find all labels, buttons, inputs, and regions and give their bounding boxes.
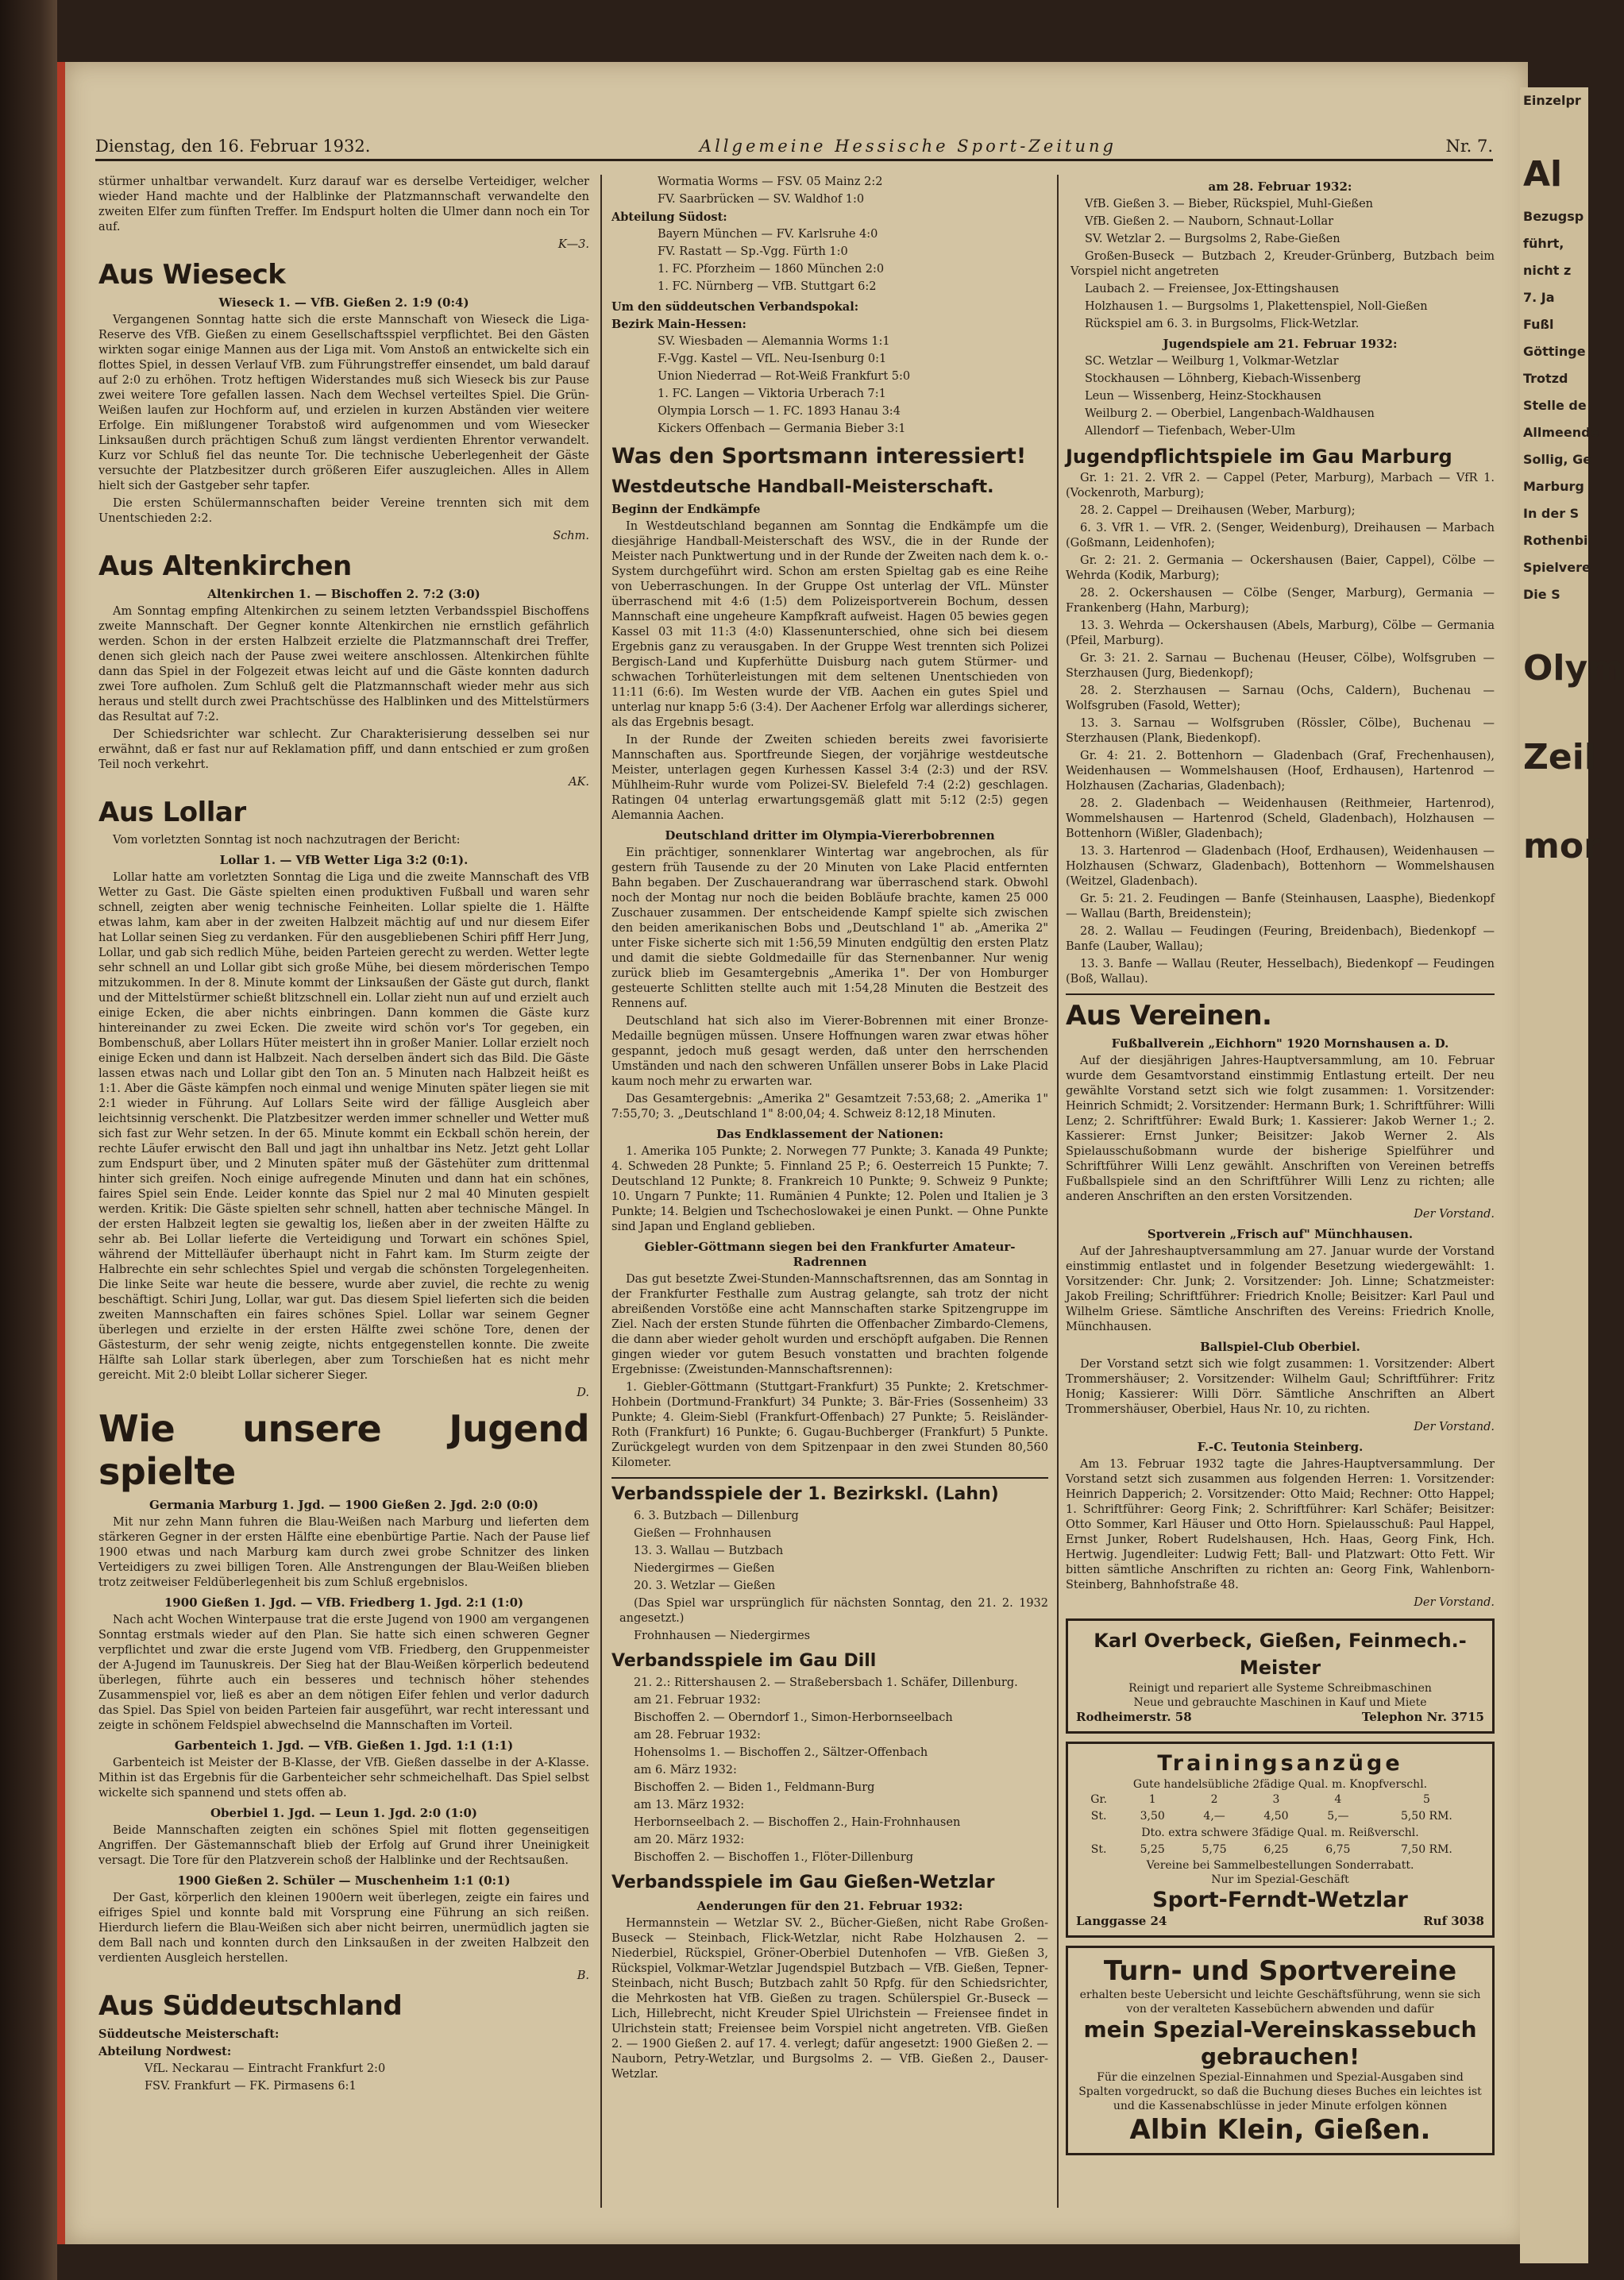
- ad-text: erhalten beste Uebersicht und leichte Geschäftsführung, wenn sie sich von der veralteten Kassebüchern abwenden und dafür: [1079, 1989, 1481, 2016]
- result-list: [611, 227, 1048, 295]
- article-text: Das gut besetzte Zwei-Stunden-Mannschaftsrennen, das am Sonntag in der Frankfurter Festhalle zum Austrag gelangte, sah trotz der nicht abreißenden Vorstöße eine acht Mannschaften starke Spitzengruppe im Ziel. Nach der ersten Stunde führten die Offenbacher Zimbardo-Clemens, die dann aber wieder geholt wurden und erschöpft aufgaben. Die Rennen gingen wieder vor gutem Besuch vonstatten und brachten folgende Ergebnisse: (Zweistunden-Mannschaftsrennen):: [611, 1273, 1048, 1376]
- fixture-line: 21. 2.: Rittershausen 2. — Straßebersbach 1. Schäfer, Dillenburg.: [634, 1676, 1018, 1689]
- fixture-line: Niedergirmes — Gießen: [634, 1562, 775, 1575]
- ad-phone: Telephon Nr. 3715: [1361, 1710, 1484, 1724]
- price-cell: 3,50: [1140, 1810, 1165, 1823]
- adjacent-page-fragment: Die S: [1523, 587, 1560, 602]
- ad-shop-name: Albin Klein, Gießen.: [1129, 2114, 1431, 2146]
- fixture-line: 6. 3. VfR 1. — VfR. 2. (Senger, Weidenburg), Dreihausen — Marbach (Goßmann, Leidenhofen);: [1066, 522, 1495, 550]
- result-line: Kickers Offenbach — Germania Bieber 3:1: [658, 422, 906, 435]
- signature: AK.: [569, 776, 589, 789]
- signature: B.: [577, 1969, 589, 1982]
- article-text: Der Gast, körperlich den kleinen 1900ern weit überlegen, zeigte ein faires und eifriges Spiel und konnte bald mit Vorsprung eine Führung an sich reißen. Hierdurch liefern die Blau-Weißen sich aber nicht beirren, unermüdlich jagten sie dem Ball nach und konnten durch den Linksaußen in der zweiten Halbzeit den verdienten Ausgleich herstellen.: [98, 1892, 589, 1965]
- article-text: Der Vorstand setzt sich wie folgt zusammen: 1. Vorsitzender: Albert Trommershäuser; 2. Vorsitzender: Wilhelm Gaul; Schriftführer: Fritz Honig; Kassierer: Willi Dörr. Sämtliche Anschriften an Albert Trommershäuser, Oberbiel, Haus Nr. 10, zu richten.: [1066, 1358, 1495, 1416]
- headline-giessen-wetzlar: Verbandsspiele im Gau Gießen-Wetzlar: [611, 1873, 995, 1892]
- match-title: 1900 Gießen 1. Jgd. — VfB. Friedberg 1. Jgd. 2:1 (1:0): [164, 1595, 524, 1610]
- signature: Der Vorstand.: [1414, 1208, 1495, 1221]
- fixture-line: SV. Wetzlar 2. — Burgsolms 2, Rabe-Gießen: [1085, 233, 1340, 245]
- match-title: Wieseck 1. — VfB. Gießen 2. 1:9 (0:4): [218, 295, 469, 310]
- ad-contact: [1076, 1914, 1484, 1929]
- fixture-line: Bischoffen 2. — Oberndorf 1., Simon-Herbornseelbach: [634, 1711, 953, 1724]
- fixture-line: am 20. März 1932:: [634, 1834, 745, 1846]
- result-line: 1. FC. Langen — Viktoria Urberach 7:1: [658, 388, 886, 400]
- result-line: F.-Vgg. Kastel — VfL. Neu-Isenburg 0:1: [658, 353, 887, 365]
- price-cell: 5,—: [1327, 1810, 1349, 1823]
- result-line: FV. Saarbrücken — SV. Waldhof 1:0: [658, 193, 865, 206]
- result-list: [611, 175, 1048, 207]
- ad-address: Rodheimerstr. 58: [1076, 1710, 1192, 1724]
- article-text: Nach acht Wochen Winterpause trat die erste Jugend von 1900 am vergangenen Sonntag erstmals wieder auf den Plan. Sie hatte sich einen schweren Gegner verpflichtet und zwar die erste Jugend vom VfB. Friedberg, den Gruppenmeister der A-Jugend im Taunuskreis. Der Sieg hat der Blau-Weißen körperlich bedeutend überlegen, führte auch ein besseres und technisch höher stehendes Zusammenspiel vor, ließ es aber an dem nötigen Eifer fehlen und verlor dadurch das Spiel. Das Spiel von beiden Parteien fair ausgeführt, war recht interessant und zeigte in schönem Feldspiel abwechselnd die Mannschaften im Vorteil.: [98, 1614, 589, 1732]
- ad-text: Für die einzelnen Spezial-Einnahmen und Spezial-Ausgaben sind Spalten vorgedruckt, so daß die Buchung dieses Buches ein leichtes ist und die Kassenabschlüsse in jeder Minute erfolgen können: [1078, 2071, 1482, 2112]
- adjacent-page-fragment: Fußl: [1523, 317, 1554, 332]
- article-text: Hermannstein — Wetzlar SV. 2., Bücher-Gießen, nicht Rabe Großen-Buseck — Steinbach, Flick-Wetzlar, nicht Rabe Holzhausen 2. — Niederbiel, Rückspiel, Gröner-Oberbiel Dutenhofen — VfB. Gießen 3, Rückspiel, Volkmar-Wetzlar Jugendspiel Butzbach — VfB. Gießen, Tepner-Steinbach, nicht Busch; Butzbach zahlt 50 Rpfg. für den Schiedsrichter, die Mehrkosten hat VfB. Gießen zu tragen. Schülerspiel Gr.-Buseck — Lich, Hillebrecht, nicht Kreuder Spiel Ulrichstein — Freiensee findet in Ulrichstein statt; Freiensee beim Vorspiel nicht angetreten. VfB. Gießen 2. — 1900 Gießen 2. auf 17. 4. verlegt; dafür angesetzt: 1900 Gießen 2. — Nauborn, Petry-Wetzlar, und Burgsolms 2. — VfB. Gießen 2., Dauser-Wetzlar.: [611, 1917, 1048, 2081]
- result-line: FV. Rastatt — Sp.-Vgg. Fürth 1:0: [658, 245, 848, 258]
- section-title: Um den süddeutschen Verbandspokal:: [611, 300, 859, 314]
- result-line: SV. Wiesbaden — Alemannia Worms 1:1: [658, 335, 890, 348]
- fixture-line: Leun — Wissenberg, Heinz-Stockhausen: [1085, 390, 1321, 403]
- article-text: stürmer unhaltbar verwandelt. Kurz darauf war es derselbe Verteidiger, welcher wieder Hand machte und der Halblinke der Platzmannschaft verwandelte den zweiten Elfer zum fünften Treffer. Im Endspurt holten die Ulmer dann noch ein Tor auf.: [98, 176, 589, 233]
- fixture-line: 13. 3. Banfe — Wallau (Reuter, Hesselbach), Biedenkopf — Feudingen (Boß, Wallau).: [1066, 958, 1495, 986]
- date-heading: Jugendspiele am 21. Februar 1932:: [1163, 337, 1398, 351]
- adjacent-page-fragment: Zeil: [1523, 737, 1596, 777]
- signature: D.: [577, 1387, 589, 1399]
- adjacent-page-fragment: Olym: [1523, 648, 1624, 689]
- match-title: Lollar 1. — VfB Wetter Liga 3:2 (0:1).: [219, 853, 469, 867]
- ad-phone: Ruf 3038: [1423, 1914, 1484, 1928]
- headline-sueddeutschland: Aus Süddeutschland: [98, 1990, 403, 2022]
- ad-contact: [1076, 1710, 1484, 1725]
- ad-slogan: mein Spezial-Vereinskassebuch gebrauchen!: [1083, 2016, 1477, 2070]
- adjacent-page-fragment: In der S: [1523, 506, 1580, 521]
- match-title: Oberbiel 1. Jgd. — Leun 1. Jgd. 2:0 (1:0): [210, 1806, 478, 1820]
- column-rule: [600, 175, 602, 2208]
- column-rule: [1057, 175, 1059, 2208]
- ad-vereinskassebuch: [1066, 1946, 1495, 2155]
- ad-address: Langgasse 24: [1076, 1914, 1167, 1928]
- fixture-line: Gr. 5: 21. 2. Feudingen — Banfe (Steinhausen, Laasphe), Biedenkopf — Wallau (Barth, Breidenstein);: [1066, 893, 1495, 920]
- match-title: 1900 Gießen 2. Schüler — Muschenheim 1:1 (0:1): [177, 1873, 511, 1888]
- price-table: [1076, 1792, 1484, 1858]
- fixture-list: [1066, 197, 1495, 332]
- price-cell: 4,—: [1203, 1810, 1225, 1823]
- ad-training: [1066, 1742, 1495, 1938]
- price-cell: 4: [1334, 1793, 1342, 1806]
- fixture-line: (Das Spiel war ursprünglich für nächsten Sonntag, den 21. 2. 1932 angesetzt.): [619, 1597, 1048, 1625]
- match-title: Germania Marburg 1. Jgd. — 1900 Gießen 2. Jgd. 2:0 (0:0): [149, 1498, 538, 1512]
- subheadline: Aenderungen für den 21. Februar 1932:: [696, 1899, 963, 1913]
- ad-text: Reinigt und repariert alle Systeme Schreibmaschinen: [1128, 1682, 1432, 1695]
- adjacent-page-fragment: Al: [1523, 154, 1563, 195]
- result-line: Bayern München — FV. Karlsruhe 4:0: [658, 228, 878, 241]
- fixture-line: 28. 2. Cappel — Dreihausen (Weber, Marburg);: [1080, 504, 1356, 517]
- price-row: [1076, 1842, 1484, 1858]
- fixture-line: Holzhausen 1. — Burgsolms 1, Plakettenspiel, Noll-Gießen: [1085, 300, 1428, 313]
- headline-radrennen: Giebler-Göttmann siegen bei den Frankfurter Amateur-Radrennen: [644, 1240, 1016, 1269]
- adjacent-page-fragment: Rothenbi: [1523, 533, 1588, 548]
- signature: Der Vorstand.: [1414, 1421, 1495, 1433]
- adjacent-page-fragment: Stelle de: [1523, 398, 1587, 413]
- adjacent-page-fragment: Bezugsp: [1523, 209, 1584, 224]
- article-text: Das Gesamtergebnis: „Amerika 2" Gesamtzeit 7:53,68; 2. „Amerika 1" 7:55,70; 3. „Deutschland 1" 8:00,04; 4. Schweiz 8:12,18 Minuten.: [611, 1093, 1048, 1121]
- price-cell: 5: [1422, 1793, 1430, 1806]
- fixture-line: VfB. Gießen 2. — Nauborn, Schnaut-Lollar: [1085, 215, 1334, 228]
- club-title: F.-C. Teutonia Steinberg.: [1197, 1440, 1364, 1454]
- article-text: In der Runde der Zweiten schieden bereits zwei favorisierte Mannschaften aus. Sportfreunde Siegen, der vorjährige westdeutsche Meister, unterlagen gegen Kurhessen Kassel 3:4 (2:3) und der RSV. Mühlheim-Ruhr wurde vom Polizei-SV. Bielefeld 7:4 (2:2) geschlagen. Ratingen 04 unterlag erwartungsgemäß glatt mit 5:12 (2:5) gegen Alemannia Aachen.: [611, 734, 1048, 822]
- price-row: [1076, 1808, 1484, 1825]
- headline-vereine: Aus Vereinen.: [1066, 993, 1495, 1032]
- subheadline: Das Endklassement der Nationen:: [716, 1127, 944, 1141]
- adjacent-page-fragment: Allmeende: [1523, 425, 1599, 440]
- fixture-line: am 6. März 1932:: [634, 1764, 737, 1777]
- subheadline: Beginn der Endkämpfe: [611, 503, 761, 516]
- fixture-list: [611, 1676, 1048, 1865]
- article-text: Garbenteich ist Meister der B-Klasse, der VfB. Gießen dasselbe in der A-Klasse. Mithin ist das Ergebnis für die Garbenteicher sehr schmeichelhaft. Das Spiel selbst wickelte sich spannend und stets offen ab.: [98, 1757, 589, 1800]
- division-title: Abteilung Südost:: [611, 210, 727, 224]
- fixture-line: Gr. 4: 21. 2. Bottenhorn — Gladenbach (Graf, Frechenhausen), Weidenhausen — Wommelshausen (Hoof, Erdhausen), Hartenrod — Holzhausen (Zacharias, Gladenbach);: [1066, 750, 1495, 793]
- fixture-line: SC. Wetzlar — Weilburg 1, Volkmar-Wetzlar: [1085, 355, 1339, 368]
- fixture-line: Gießen — Frohnhausen: [634, 1527, 772, 1540]
- ad-text: Neue und gebrauchte Maschinen in Kauf und Miete: [1133, 1696, 1427, 1709]
- price-cell: St.: [1090, 1843, 1107, 1856]
- match-title: Altenkirchen 1. — Bischoffen 2. 7:2 (3:0): [207, 587, 480, 601]
- masthead-title: Allgemeine Hessische Sport-Zeitung: [699, 137, 1117, 156]
- adjacent-page-text: [1520, 87, 1624, 875]
- fixture-line: Weilburg 2. — Oberbiel, Langenbach-Waldhausen: [1085, 407, 1375, 420]
- price-cell: 6,75: [1325, 1843, 1351, 1856]
- article-text: Der Schiedsrichter war schlecht. Zur Charakterisierung desselben sei nur erwähnt, daß er fast nur auf Reklamation pfiff, und dann entschied er zum großen Teil noch verkehrt.: [98, 728, 589, 771]
- fixture-line: 28. 2. Gladenbach — Weidenhausen (Reithmeier, Hartenrod), Wommelshausen — Hartenrod (Scheld, Gladenbach), Holzhausen — Bottenhorn (Wißler, Gladenbach);: [1066, 797, 1495, 840]
- fixture-list: [1066, 471, 1495, 987]
- headline-handball: Westdeutsche Handball-Meisterschaft.: [611, 477, 994, 497]
- ad-shop-name: Sport-Ferndt-Wetzlar: [1152, 1888, 1408, 1912]
- match-title: Garbenteich 1. Jgd. — VfB. Gießen 1. Jgd. 1:1 (1:1): [174, 1738, 514, 1753]
- adjacent-page-fragment: führt,: [1523, 236, 1564, 251]
- article-text: Am 13. Februar 1932 tagte die Jahres-Hauptversammlung. Der Vorstand setzt sich zusammen aus folgenden Herren: 1. Vorsitzender: Heinrich Dapperich; 2. Vorsitzender: Otto Maid; Rechner: Otto Happel; 1. Schriftführer: Georg Fink; 2. Schriftführer: Karl Schäfer; Beisitzer: Otto Sommer, Karl Häuser und Otto Horn. Spielausschuß: Paul Happel, Ernst Junker, Robert Rudelshausen, Hch. Haas, Georg Fink, Hch. Hertwig. Jugendleiter: Ludwig Fett; Ball- und Platzwart: Otto Fett. Wir bitten sämtliche Anschriften zu richten an: Georg Fink, Wahlenborn-Steinberg, Bahnhofstraße 48.: [1066, 1458, 1495, 1591]
- fixture-line: 6. 3. Butzbach — Dillenburg: [634, 1510, 799, 1522]
- fixture-line: Gr. 2: 21. 2. Germania — Ockershausen (Baier, Cappel), Cölbe — Wehrda (Kodik, Marburg);: [1066, 554, 1495, 582]
- fixture-line: 13. 3. Hartenrod — Gladenbach (Hoof, Erdhausen), Weidenhausen — Holzhausen (Schwarz, Gladenbach), Bottenhorn — Wommelshausen (Weitzel, Gladenbach).: [1066, 845, 1495, 888]
- fixture-line: Großen-Buseck — Butzbach 2, Kreuder-Grünberg, Butzbach beim Vorspiel nicht angetreten: [1070, 250, 1495, 278]
- fixture-line: Herbornseelbach 2. — Bischoffen 2., Hain-Frohnhausen: [634, 1816, 961, 1829]
- article-text: Deutschland hat sich also im Vierer-Bobrennen mit einer Bronze-Medaille begnügen müssen. Unsere Hoffnungen waren zwar etwas höher gespannt, jedoch muß gesagt werden, daß unter den herrschenden Umständen und nach den schweren Unfällen unserer Bobs in Lake Placid kaum noch mehr zu erwarten war.: [611, 1015, 1048, 1088]
- price-cell: 5,75: [1202, 1843, 1227, 1856]
- fixture-line: 28. 2. Ockershausen — Cölbe (Senger, Marburg), Germania — Frankenberg (Hahn, Marburg);: [1066, 587, 1495, 615]
- headline-lahn: Verbandsspiele der 1. Bezirkskl. (Lahn): [611, 1477, 1048, 1506]
- fixture-line: am 21. Februar 1932:: [634, 1694, 762, 1707]
- price-header: [1076, 1792, 1484, 1808]
- fixture-line: Rückspiel am 6. 3. in Burgsolms, Flick-Wetzlar.: [1085, 318, 1360, 330]
- masthead-issue: Nr. 7.: [1445, 137, 1493, 156]
- article-text: Beide Mannschaften zeigten ein schönes Spiel mit flotten gegenseitigen Angriffen. Der Gästemannschaft blieb der Erfolg auf Grund ihrer Uneinigkeit versagt. Die Tore für den Platzverein schoß der Halblinke und der Rechtsaußen.: [98, 1824, 589, 1867]
- fixture-line: 13. 3. Sarnau — Wolfsgruben (Rössler, Cölbe), Buchenau — Sterzhausen (Plank, Biedenkopf).: [1066, 717, 1495, 745]
- fixture-line: am 28. Februar 1932:: [634, 1729, 762, 1742]
- adjacent-page-fragment: Trotzd: [1523, 371, 1568, 386]
- adjacent-page-fragment: Göttinge: [1523, 344, 1586, 359]
- ad-title: Trainingsanzüge: [1157, 1751, 1403, 1776]
- date-heading: am 28. Februar 1932:: [1208, 179, 1352, 194]
- column-1: [98, 175, 589, 2208]
- fixture-list: [611, 1509, 1048, 1644]
- fixture-line: Bischoffen 2. — Biden 1., Feldmann-Burg: [634, 1781, 875, 1794]
- signature: Schm.: [553, 530, 589, 542]
- article-text: Am Sonntag empfing Altenkirchen zu seinem letzten Verbandsspiel Bischoffens zweite Mannschaft. Der Gegner konnte Altenkirchen nie ernstlich gefährlich werden. Schon in der ersten Halbzeit erzielte die Platzmannschaft drei Treffer, denen sich gleich nach der Pause zwei weitere anschlossen. Altenkirchen fühlte dann das Spiel in der Folgezeit etwas leicht auf und die Gäste konnten dadurch zwei Tore aufholen. Zum Schluß gelt die Platzmannschaft wieder mehr aus sich heraus und stellt durch zwei Prachtschüsse des Halblinken und des Mittelstürmers das Resultat auf 7:2.: [98, 605, 589, 723]
- fixture-line: VfB. Gießen 3. — Bieber, Rückspiel, Muhl-Gießen: [1085, 198, 1374, 210]
- fixture-list: [1066, 354, 1495, 439]
- club-title: Ballspiel-Club Oberbiel.: [1200, 1340, 1360, 1354]
- article-text: Vergangenen Sonntag hatte sich die erste Mannschaft von Wieseck die Liga-Reserve des VfB. Gießen zu einem Gesellschaftsspiel verpflichtet. Bei den Gästen wirkten sogar einige Mannen aus der Liga mit. Vom Anstoß an entwickelte sich ein flottes Spiel, in dessen Verlauf VfB. zum Führungstreffer einsendet, um bald darauf auf 2:0 zu erhöhen. Trotz heftigen Widerstandes muß sich Wieseck bis zur Pause zwei weitere Tore gefallen lassen. Nach dem Wechsel verteiltes Spiel. Die Grün-Weißen laufen zur Hochform auf, und erzielen in kurzen Abständen vier weitere Erfolge. Ein mißlungener Torabstoß wird aufgenommen und vom Wiesecker Linksaußen durch prächtigen Schuß zum längst verdienten Ehrentor verwandelt. Kurz vor Schluß fiel das neunte Tor. Die technische Ueberlegenheit der Gäste versuchte der Platzbesitzer durch größeren Eifer auszugleichen. Alles in Allem hielt sich der Gastgeber sehr tapfer.: [98, 314, 589, 492]
- price-cell: St.: [1090, 1810, 1107, 1823]
- article-text: Vom vorletzten Sonntag ist noch nachzutragen der Bericht:: [113, 834, 461, 847]
- article-text: Mit nur zehn Mann fuhren die Blau-Weißen nach Marburg und lieferten dem stärkeren Gegner in der ersten Hälfte eine ebenbürtige Partie. Nach der Pause lief 1900 etwas und nach Marburg kam durch zwei grobe Schnitzer des linken Verteidigers zu zwei billigen Toren. Alle Anstrengungen der Blau-Weißen blieben trotz zeitweiser Feldüberlegenheit bis zum Schluß ergebnislos.: [98, 1516, 589, 1589]
- article-text: Die ersten Schülermannschaften beider Vereine trennten sich mit dem Unentschieden 2:2.: [98, 497, 589, 525]
- adjacent-page-fragment: Spielvere: [1523, 560, 1591, 575]
- division-title: Bezirk Main-Hessen:: [611, 318, 746, 331]
- ad-text: Dto. extra schwere 3fädige Qual. m. Reißverschl.: [1141, 1827, 1419, 1839]
- column-2: [611, 175, 1048, 2208]
- result-line: 1. FC. Nürnberg — VfB. Stuttgart 6:2: [658, 280, 877, 293]
- fixture-line: Gr. 3: 21. 2. Sarnau — Buchenau (Heuser, Cölbe), Wolfsgruben — Sterzhausen (Jurg, Biedenkopf);: [1066, 652, 1495, 680]
- article-text: In Westdeutschland begannen am Sonntag die Endkämpfe um die diesjährige Handball-Meisterschaft des WSV., die in der Runde der Meister nach Punktwertung und in der Runde der Zweiten nach dem k. o.-System durchgeführt wird. Schon am ersten Spieltag gab es eine Reihe von Ueberraschungen. In der Gruppe Ost unterlag der VfL. Münster überraschend mit 4:6 (1:5) dem Polizeisportverein Bochum, dessen Mannschaft eine ungeheure Kampfkraft aufweist. Hagen 05 bewies gegen Kassel 03 mit 11:3 (4:0) Klassenunterschied, ohne sich bei diesem Ergebnis ganz zu verausgaben. In der Gruppe West trennten sich Polizei Bergisch-Land und Kupferhütte Duisburg nach gutem Stürmer- und schwachen Torhüterleistungen mit dem seltenen Unentschieden von 11:11 (6:6). Im Westen wurde der VfB. Aachen ein gutes Spiel und unterlag nur knapp 5:6 (3:4). Der Aachener Erfolg war allerdings sicherer, als das Ergebnis besagt.: [611, 520, 1048, 729]
- headline-bob: Deutschland dritter im Olympia-Viererbobrennen: [665, 828, 995, 843]
- headline-lollar: Aus Lollar: [98, 797, 246, 828]
- price-cell: 1: [1148, 1793, 1156, 1806]
- adjacent-page-fragment: Marburg: [1523, 479, 1584, 494]
- masthead-date: Dienstag, den 16. Februar 1932.: [95, 137, 371, 156]
- ad-title: Turn- und Sportvereine: [1103, 1955, 1457, 1987]
- ad-text: Nur im Spezial-Geschäft: [1211, 1873, 1349, 1886]
- fixture-line: 28. 2. Sterzhausen — Sarnau (Ochs, Caldern), Buchenau — Wolfsgruben (Fasold, Wetter);: [1066, 685, 1495, 712]
- headline-jugend: Wie unsere Jugend spielte: [98, 1407, 589, 1493]
- price-cell: 2: [1210, 1793, 1218, 1806]
- result-line: 1. FC. Pforzheim — 1860 München 2:0: [658, 263, 885, 276]
- result-line: Union Niederrad — Rot-Weiß Frankfurt 5:0: [658, 370, 911, 383]
- headline-sportsmann: Was den Sportsmann interessiert!: [611, 444, 1027, 469]
- club-title: Fußballverein „Eichhorn" 1920 Mornshausen a. D.: [1111, 1036, 1449, 1051]
- adjacent-page-fragment: Sollig, Ge: [1523, 452, 1592, 467]
- article-text: Auf der Jahreshauptversammlung am 27. Januar wurde der Vorstand einstimmig entlastet und in folgender Besetzung wiedergewählt: 1. Vorsitzender: Chr. Junk; 2. Vorsitzender: Joh. Linne; Schatzmeister: Jakob Freiling; Schriftführer: Friedrich Knolle; Beisitzer: Karl Paul und Wilhelm Griese. Sämtliche Anschriften des Vereins: Friedrich Knolle, Münchhausen.: [1066, 1245, 1495, 1333]
- adjacent-page-fragment: mor: [1523, 826, 1601, 866]
- section-title: Süddeutsche Meisterschaft:: [98, 2027, 280, 2041]
- result-line: FSV. Frankfurt — FK. Pirmasens 6:1: [145, 2080, 357, 2093]
- fixture-line: Stockhausen — Löhnberg, Kiebach-Wissenberg: [1085, 372, 1361, 385]
- ad-text: Gute handelsübliche 2fädige Qual. m. Knopfverschl.: [1132, 1778, 1428, 1791]
- article-text: Auf der diesjährigen Jahres-Hauptversammlung, am 10. Februar wurde dem Gesamtvorstand einstimmig Entlastung erteilt. Der neu gewählte Vorstand setzt sich wie folgt zusammen: 1. Vorsitzender: Heinrich Schmidt; 2. Vorsitzender: Hermann Burk; 1. Schriftführer: Willi Lenz; 2. Schriftführer: Ewald Burk; 1. Kassierer: Jakob Werner 1.; 2. Kassierer: Ernst Junker; Beisitzer: Jakob Werner 2. Als Spielausschußobmann wurde der bisherige Spielführer und Schriftführer Willi Lenz gewählt. Anschriften von Vereinen betreffs Fußballspiele sind an den Schriftführer Willi Lenz zu richten; alle anderen Anschriften an den ersten Vorsitzenden.: [1066, 1055, 1495, 1203]
- ad-title: Karl Overbeck, Gießen, Feinmech.-Meister: [1094, 1630, 1467, 1679]
- book-binding: [0, 0, 57, 2280]
- signature: K—3.: [557, 238, 589, 251]
- fixture-line: Gr. 1: 21. 2. VfR 2. — Cappel (Peter, Marburg), Marbach — VfR 1. (Vockenroth, Marburg);: [1066, 472, 1495, 500]
- headline-marburg: Jugendpflichtspiele im Gau Marburg: [1066, 446, 1452, 468]
- headline-dill: Verbandsspiele im Gau Dill: [611, 1651, 877, 1671]
- result-line: Olympia Lorsch — 1. FC. 1893 Hanau 3:4: [658, 405, 901, 418]
- fixture-line: Hohensolms 1. — Bischoffen 2., Sältzer-Offenbach: [634, 1746, 928, 1759]
- fixture-line: Bischoffen 2. — Bischoffen 1., Flöter-Dillenburg: [634, 1851, 914, 1864]
- fixture-line: am 13. März 1932:: [634, 1799, 745, 1811]
- article-text: 1. Giebler-Göttmann (Stuttgart-Frankfurt) 35 Punkte; 2. Kretschmer-Hohbein (Dortmund-Frankfurt) 34 Punkte; 3. Bär-Fries (Sossenheim) 33 Punkte; 4. Gleim-Siebl (Frankfurt-Offenbach) 27 Punkte; 5. Reisländer-Roth (Frankfurt) 16 Punkte; 6. Gugau-Buchberger (Frankfurt) 5 Punkte. Zurückgelegt wurden von dem Spitzenpaar in den zwei Stunden 80,560 Kilometer.: [611, 1381, 1048, 1469]
- adjacent-page-fragment: 7. Ja: [1523, 290, 1555, 305]
- article-text: Ein prächtiger, sonnenklarer Wintertag war angebrochen, als für gestern früh Tausende zu der 20 Minuten von Lake Placid entfernten Bahn begaben. Der Zuschauerandrang war überraschend stark. Obwohl noch der Montag nur noch die beiden Bobläufe brachte, kamen 25 000 Zuschauer zusammen. Der entscheidende Kampf spielte sich zwischen den beiden amerikanischen Bobs und „Deutschland 1" ab. „Amerika 2" unter Fiske sicherte sich mit 1:56,59 Minuten endgültig den ersten Platz und damit die siebte Goldmedaille für das Sternenbanner. Nur wenig zurück blieb im Gesamtergebnis „Amerika 1". Der von Homburger gesteuerte Schlitten stellte auch mit 1:54,28 Minuten die Bestzeit des Rennens auf.: [611, 847, 1048, 1010]
- price-cell: 4,50: [1263, 1810, 1289, 1823]
- headline-altenkirchen: Aus Altenkirchen: [98, 550, 352, 582]
- price-cell: 5,25: [1140, 1843, 1165, 1856]
- result-list: [611, 334, 1048, 437]
- fixture-line: 20. 3. Wetzlar — Gießen: [634, 1580, 776, 1592]
- fixture-line: Frohnhausen — Niedergirmes: [634, 1630, 811, 1642]
- headline-wieseck: Aus Wieseck: [98, 259, 286, 291]
- division-title: Abteilung Nordwest:: [98, 2045, 232, 2058]
- fixture-line: 28. 2. Wallau — Feudingen (Feuring, Breidenbach), Biedenkopf — Banfe (Lauber, Wallau);: [1066, 925, 1495, 953]
- ad-overbeck: [1066, 1618, 1495, 1734]
- ad-text: Vereine bei Sammelbestellungen Sonderrabatt.: [1146, 1859, 1414, 1872]
- price-cell: Gr.: [1090, 1793, 1108, 1806]
- price-cell: 5,50 RM.: [1400, 1810, 1452, 1823]
- fixture-line: Laubach 2. — Freiensee, Jox-Ettingshausen: [1085, 283, 1340, 295]
- adjacent-page-fragment: nicht z: [1523, 263, 1572, 278]
- adjacent-page-fragment: Einzelpr: [1523, 93, 1581, 108]
- masthead: [95, 119, 1493, 161]
- price-cell: 7,50 RM.: [1400, 1843, 1452, 1856]
- fixture-line: Allendorf — Tiefenbach, Weber-Ulm: [1085, 425, 1296, 438]
- article-text: 1. Amerika 105 Punkte; 2. Norwegen 77 Punkte; 3. Kanada 49 Punkte; 4. Schweden 28 Punkte; 5. Finnland 25 P.; 6. Oesterreich 15 Punkte; 7. Deutschland 12 Punkte; 8. Frankreich 10 Punkte; 9. Schweiz 9 Punkte; 10. Ungarn 7 Punkte; 11. Rumänien 4 Punkte; 12. Polen und Italien je 3 Punkte; 14. Belgien und Tschechoslowakei je einen Punkt. — Ohne Punkte sind Japan und England geblieben.: [611, 1145, 1048, 1233]
- signature: Der Vorstand.: [1414, 1596, 1495, 1609]
- price-cell: 6,25: [1263, 1843, 1289, 1856]
- fixture-line: 13. 3. Wehrda — Ockershausen (Abels, Marburg), Cölbe — Germania (Pfeil, Marburg).: [1066, 619, 1495, 647]
- result-line: VfL. Neckarau — Eintracht Frankfurt 2:0: [145, 2062, 386, 2075]
- result-line: Wormatia Worms — FSV. 05 Mainz 2:2: [658, 176, 883, 188]
- fixture-line: 13. 3. Wallau — Butzbach: [634, 1545, 784, 1557]
- club-title: Sportverein „Frisch auf" Münchhausen.: [1147, 1227, 1414, 1241]
- column-3: [1066, 175, 1495, 2208]
- price-cell: 3: [1272, 1793, 1280, 1806]
- article-text: Lollar hatte am vorletzten Sonntag die Liga und die zweite Mannschaft des VfB Wetter zu Gast. Die Gäste spielten einen produktiven Fußball und waren sehr schnell, zeigten aber wenig technische Feinheiten. Lollar spielte die 1. Hälfte etwas lahm, kam aber in der zweiten Halbzeit mächtig auf und nur diesem Eifer hat Lollar seinen Sieg zu verdanken. Für den ausgebliebenen Schiri pfiff Herr Jung, Lollar, und gab sich redlich Mühe, beiden Parteien gerecht zu werden. Wetter legte sehr schnell an und Lollar gibt sich große Mühe, bei diesem mörderischen Tempo mitzukommen. In der 8. Minute kommt der Linksaußen der Gäste gut durch, flankt und der Mittelstürmer schießt blitzschnell ein. Lollar zieht nun auf und erzielt auch einige Ecken, die aber nichts einbringen. Dann kommen die Gäste kurz hintereinander zu zwei Ecken. Die zweite wird schön vor's Tor gegeben, ein Bombenschuß, aber Lollars Hüter meistert ihn in großer Manier. Lollar erzielt noch einige Ecken und dann ist Halbzeit. Nach derselben ändert sich das Bild. Die Gäste lassen etwas nach und Lollar gibt den Ton an. 5 Minuten nach Halbzeit heißt es 1:1. Aber die Gäste kämpfen noch einmal und wenige Minuten später liegen sie mit 2:1 wieder in Führung. Auf Lollars Seite wird der fällige Ausgleich aber leichtsinnig verschenkt. Die Platzbesitzer werden immer schneller und Wetter muß sich fast zur Wehr setzen. In der 65. Minute kommt ein Eckball schön herein, der rechte Läufer erwischt den Ball und jagt ihn unhaltbar ins Netz. Jetzt geht Lollar zum Endspurt über, und 2 Minuten später muß der Gästehüter zum drittenmal hinter sich greifen. Noch einige aufregende Minuten und dann hat ein schönes, faires Spiel sein Ende. Leider konnte das Spiel nur 2 mal 40 Minuten gespielt werden. Kritik: Die Gäste spielten sehr schnell, hatten aber technische Mängel. In der ersten Halbzeit legten sie gewaltig los, ließen aber in der zweiten Hälfte zu sehr ab. Bei Lollar lieferte die Verteidigung und Torwart ein schönes Spiel, während der Mittelläufer überhaupt nicht in Fahrt kam. Im Sturm zeigte der Halbrechte ein sehr schlechtes Spiel und vergab die schönsten Torgelegenheiten. Die linke Seite war heute die bessere, wurde aber zuviel, die rechte zu wenig beschäftigt. Schiri Jung, Lollar, war gut. Das diesem Spiel lieferten sich die beiden zweiten Mannschaften ein faires schönes Spiel. Lollar war seinem Gegner überlegen und erzielte in der ersten Hälfte zwei schöne Tore, denen der Gästesturm, der sehr wenig zeigte, nichts entgegenstellen konnte. Die zweite Hälfte sah Lollar stark überlegen, aber zum Torschießen hat es nicht mehr gereicht. Mit 2:0 bleibt Lollar sicherer Sieger.: [98, 871, 589, 1382]
- adjacent-page-edge: [1520, 87, 1624, 2263]
